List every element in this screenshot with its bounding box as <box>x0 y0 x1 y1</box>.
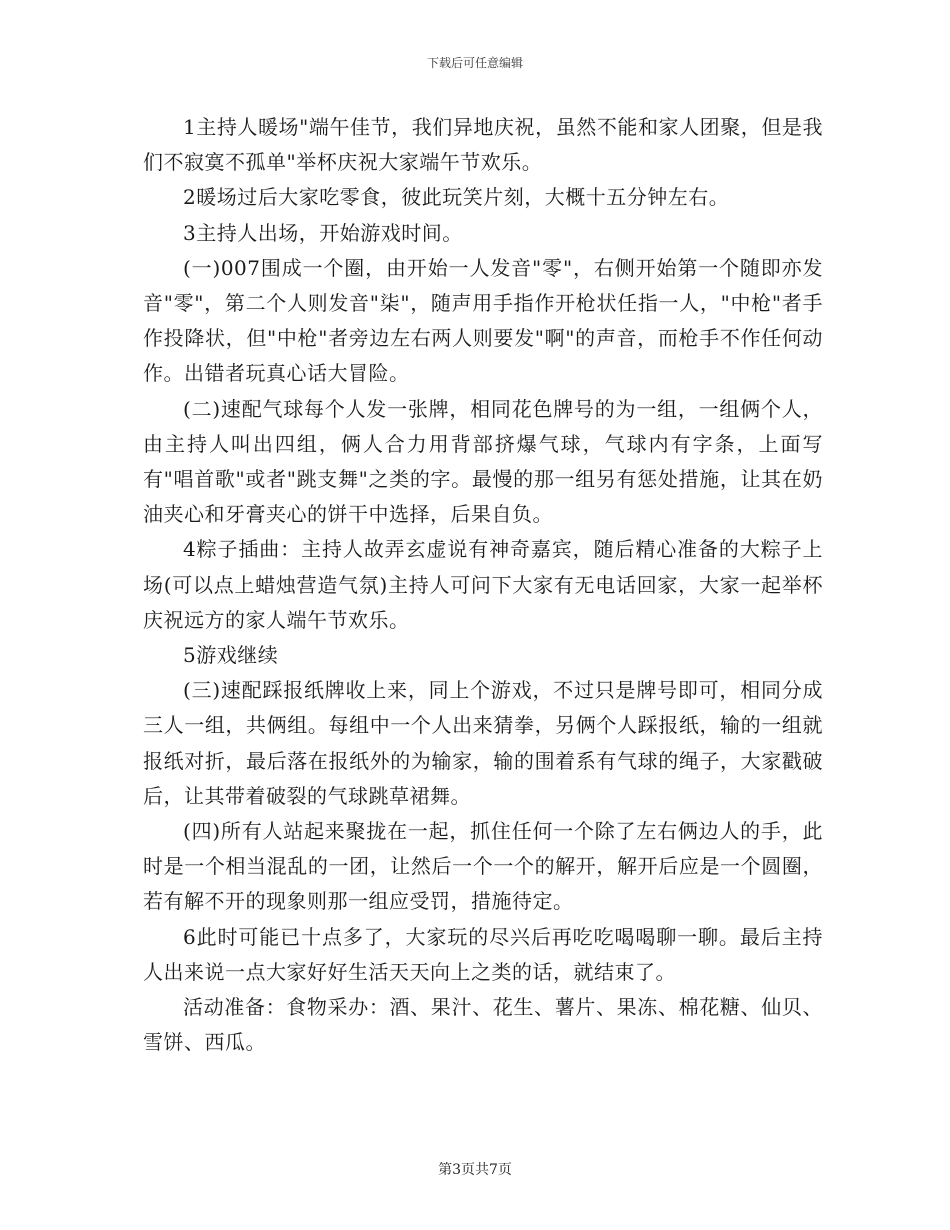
paragraph-game-newspaper: (三)速配踩报纸牌收上来，同上个游戏，不过只是牌号即可，相同分成三人一组，共俩组。每组中一个人出来猜拳，另俩个人踩报纸，输的一组就报纸对折，最后落在报纸外的为输家，输的围着系有气球的绳子，大家戳破后，让其带着破裂的气球跳草裙舞。 <box>143 678 823 808</box>
paragraph-snacks: 2暖场过后大家吃零食，彼此玩笑片刻，大概十五分钟左右。 <box>183 185 730 210</box>
paragraph-game-007: (一)007围成一个圈，由开始一人发音"零"，右侧开始第一个随即亦发音"零"，第二个人则发音"柒"，随声用手指作开枪状任指一人，"中枪"者手作投降状，但"中枪"者旁边左右两人则要发"啊"的声音，而枪手不作任何动作。出错者玩真心话大冒险。 <box>143 255 823 386</box>
paragraph-games-continue: 5游戏继续 <box>183 643 279 668</box>
page-header: 下载后可任意编辑 <box>426 56 523 70</box>
paragraph-zongzi-interlude: 4粽子插曲：主持人故弄玄虚说有神奇嘉宾，随后精心准备的大粽子上场(可以点上蜡烛营造气氛)主持人可问下大家有无电话回家，大家一起举杯庆祝远方的家人端午节欢乐。 <box>143 537 823 632</box>
page-footer-number: 第3页共7页 <box>438 1162 512 1178</box>
paragraph-host-enters: 3主持人出场，开始游戏时间。 <box>183 220 463 245</box>
paragraph-game-balloon: (二)速配气球每个人发一张牌，相同花色牌号的为一组，一组俩个人，由主持人叫出四组，俩人合力用背部挤爆气球，气球内有字条，上面写有"唱首歌"或者"跳支舞"之类的字。最慢的那一组另有惩处措施，让其在奶油夹心和牙膏夹心的饼干中选择，后果自负。 <box>143 396 823 527</box>
paragraph-warmup: 1主持人暖场"端午佳节，我们异地庆祝，虽然不能和家人团聚，但是我们不寂寞不孤单"举杯庆祝大家端午节欢乐。 <box>143 115 823 175</box>
paragraph-game-knot: (四)所有人站起来聚拢在一起，抓住任何一个除了左右俩边人的手，此时是一个相当混乱的一团，让然后一个一个的解开，解开后应是一个圆圈，若有解不开的现象则那一组应受罚，措施待定。 <box>143 819 823 914</box>
document-body <box>143 110 823 1060</box>
paragraph-closing: 6此时可能已十点多了，大家玩的尽兴后再吃吃喝喝聊一聊。最后主持人出来说一点大家好好生活天天向上之类的话，就结束了。 <box>143 924 823 984</box>
paragraph-preparation: 活动准备：食物采办：酒、果汁、花生、薯片、果冻、棉花糖、仙贝、雪饼、西瓜。 <box>143 995 823 1055</box>
